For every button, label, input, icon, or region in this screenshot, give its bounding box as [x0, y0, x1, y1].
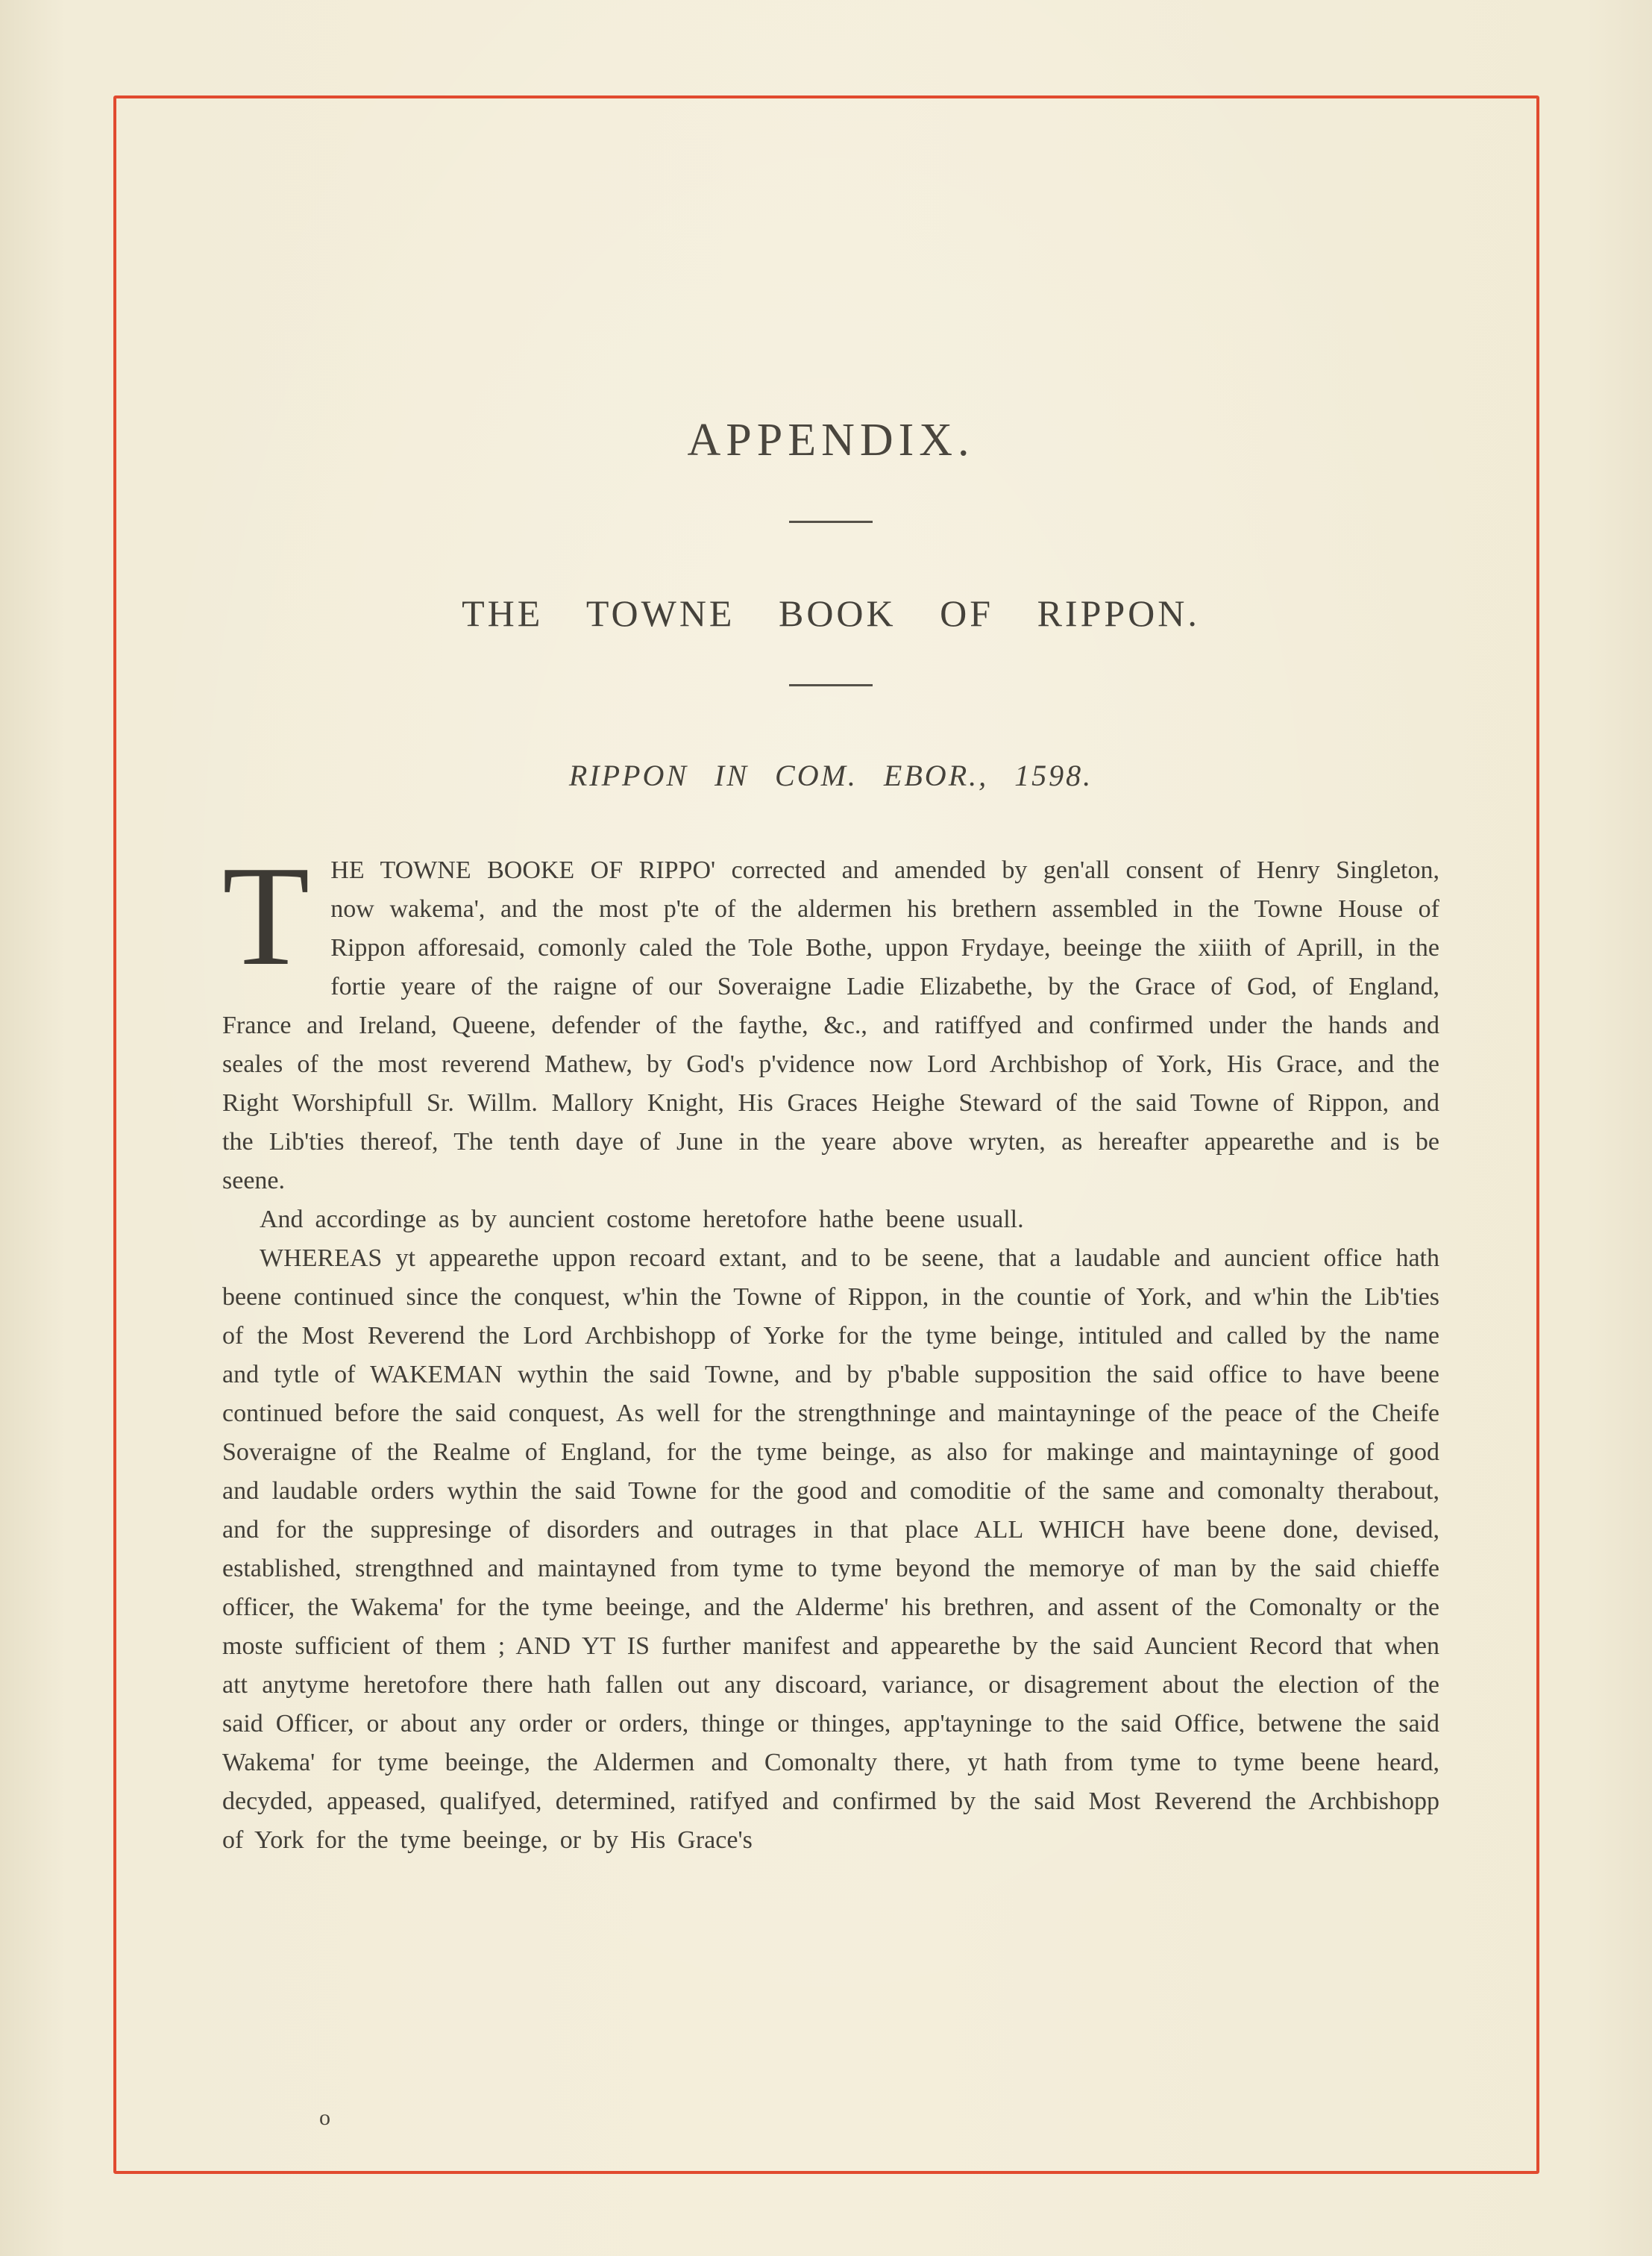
section-title: THE TOWNE BOOK OF RIPPON. — [462, 592, 1200, 634]
page-title: APPENDIX. — [687, 415, 975, 466]
body-text — [222, 836, 1439, 1860]
body-paragraph-1-text: HE TOWNE BOOKE OF RIPPO' corrected and amended by gen'all consent of Henry Singleton, now wakema', and the most p'te of the aldermen his brethern assembled in the Towne House of Rippon afforesaid, comonly caled the Tole Bothe, uppon Frydaye, beeinge the xiiith of Aprill, in the fortie yeare of the raigne of our Soveraigne Ladie Elizabethe, by the Grace of God, of England, France and Ireland, Queene, defender of the faythe, &c., and ratiffyed and confirmed under the hands and seales of the most reverend Mathew, by God's p'vidence now Lord Archbishop of York, His Grace, and the Right Worshipfull Sr. Willm. Mallory Knight, His Graces Heighe Steward of the said Towne of Rippon, and the Lib'ties thereof, The tenth daye of June in the yeare above wryten, as hereafter appearethe and is be seene. — [222, 856, 1439, 1194]
divider-rule-middle — [789, 684, 873, 686]
body-paragraph-2: And accordinge as by auncient costome heretofore hathe beene usuall. — [260, 1206, 1024, 1233]
signature-mark: o — [319, 2105, 330, 2130]
body-paragraph-3: WHEREAS yt appearethe uppon recoard extant, and to be seene, that a laudable and auncient office hath beene continued since the conquest, w'hin the Towne of Rippon, in the countie of York, and w'hin the Lib'ties of the Most Reverend the Lord Archbishopp of Yorke for the tyme beinge, intituled and called by the name and tytle of WAKEMAN wythin the said Towne, and by p'bable supposition the said office to have beene continued before the said conquest, As well for the strengthninge and maintayninge of the peace of the Cheife Soveraigne of the Realme of England, for the tyme beinge, as also for makinge and maintayninge of good and laudable orders wythin the said Towne for the good and comoditie of the same and comonalty therabout, and for the suppresinge of disorders and outrages in that place ALL WHICH have beene done, devised, established, strengthned and maintayned from tyme to tyme beyond the memorye of man by the said chieffe officer, the Wakema' for the tyme beeinge, and the Alderme' his brethren, and assent of the Comonalty or the moste sufficient of them ; AND YT IS further manifest and appearethe by the said Auncient Record that when att anytyme heretofore there hath fallen out any discoard, variance, or disagrement about the election of the said Officer, or about any order or orders, thinge or thinges, app'tayninge to the said Office, betwene the said Wakema' for tyme beeinge, the Aldermen and Comonalty there, yt hath from tyme to tyme beene heard, decyded, appeased, qualifyed, determined, ratifyed and confirmed by the said Most Reverend the Archbishopp of York for the tyme beeinge, or by His Grace's — [222, 1244, 1439, 1854]
drop-cap: T — [222, 836, 310, 995]
body-paragraph-1 — [222, 836, 1439, 1200]
divider-rule-top — [789, 521, 873, 523]
dateline: RIPPON IN COM. EBOR., 1598. — [568, 759, 1093, 792]
page-content — [222, 0, 1439, 1860]
